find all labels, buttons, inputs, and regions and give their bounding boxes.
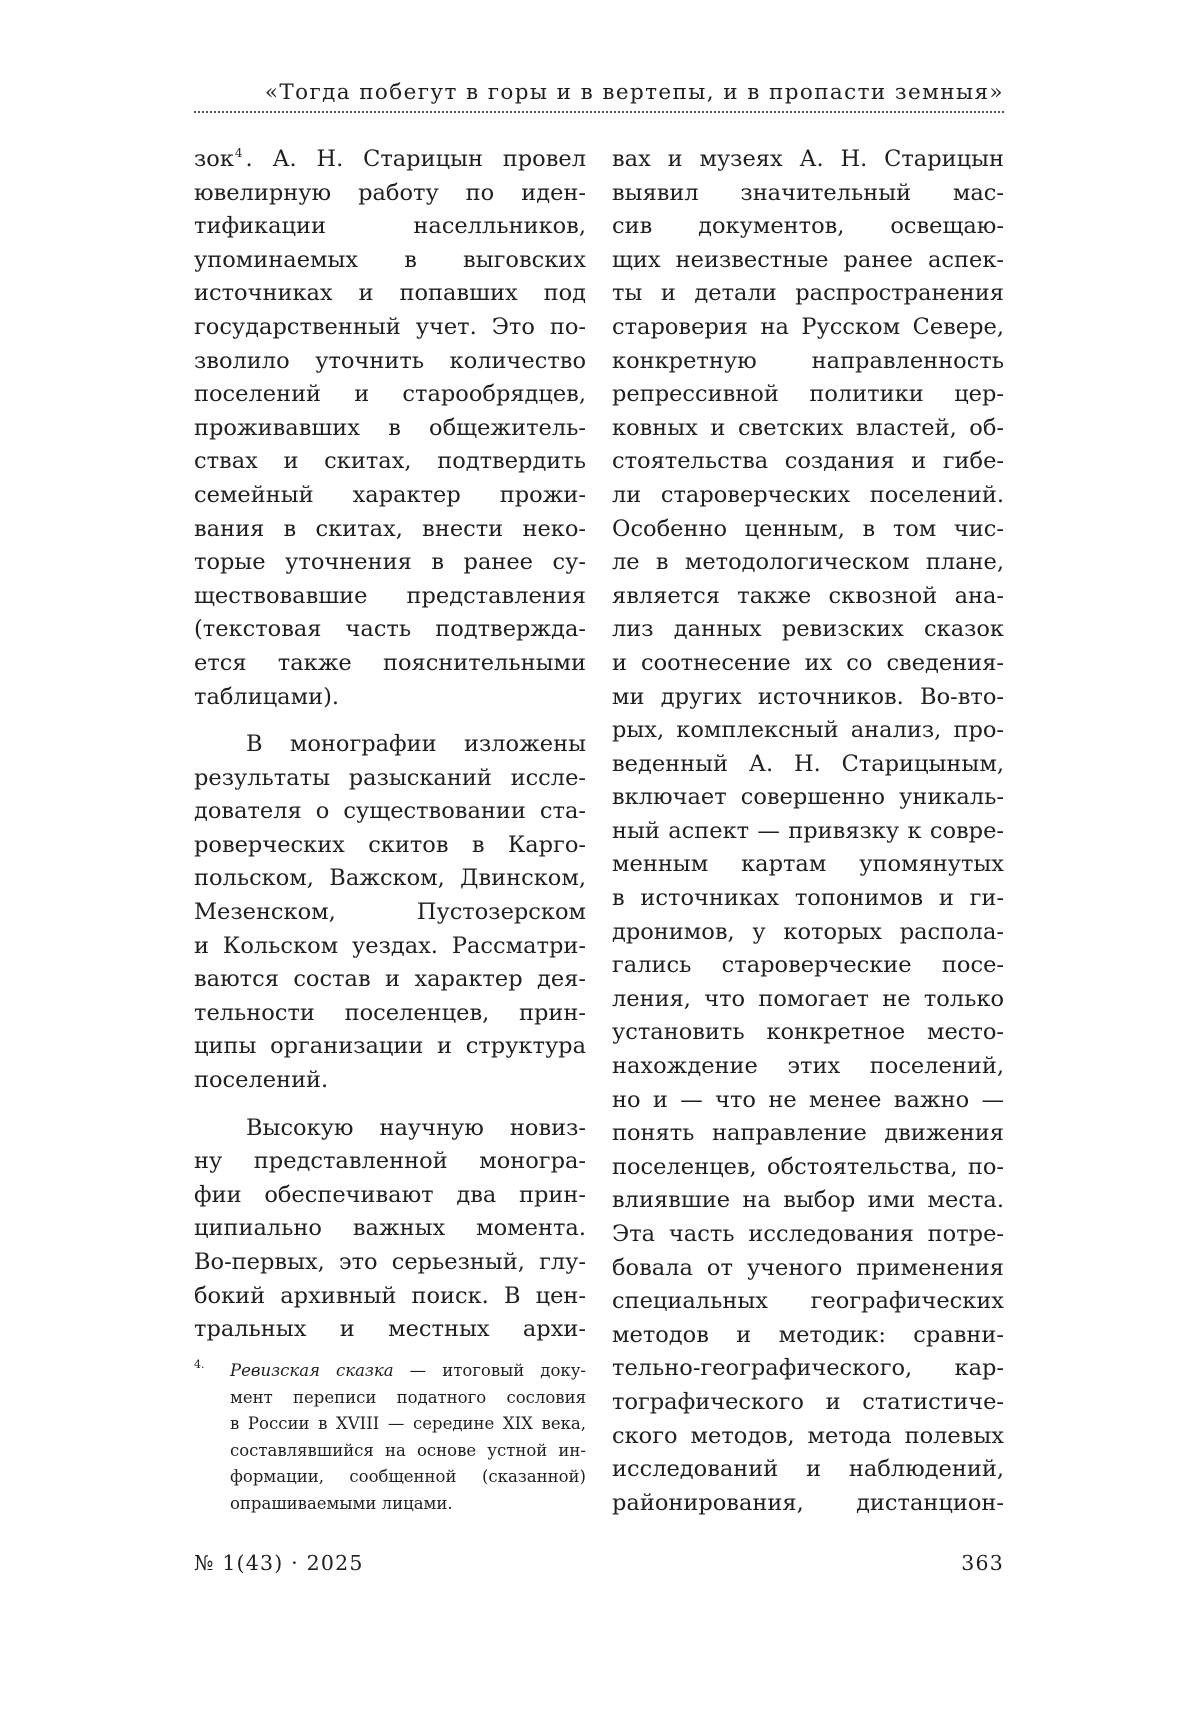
right-line-21: менным картам упомянутых [612,851,1004,878]
right-line-23: дронимов, у которых распола- [612,918,1004,945]
right-line-26: установить конкретное место- [612,1019,1004,1046]
right-line-28: но и — что не менее важно — [612,1086,1004,1113]
left-para2-line-3: роверческих скитов в Карго- [194,831,586,858]
footnote-line-2: в России в XVIII — середине XIX века, [230,1414,586,1433]
right-line-18: веденный А. Н. Старицыным, [612,750,1004,777]
left-para1-line-6: зволило уточнить количество [194,347,586,374]
left-para3-line-6: тральных и местных архи- [194,1316,586,1343]
footnote-reference: 4 [234,146,243,160]
right-line-6: конкретную направленность [612,347,1004,374]
paragraph-gap [194,714,586,728]
right-line-27: нахождение этих поселений, [612,1053,1004,1080]
left-para1-line-13: ществовавшие представления [194,582,586,609]
right-line-8: ковных и светских властей, об- [612,414,1004,441]
left-para1-line-15: ется также пояснительными [194,649,586,676]
paragraph-gap [194,1098,586,1112]
right-line-16: ми других источников. Во-вто- [612,683,1004,710]
left-para2-line-8: тельности поселенцев, прин- [194,999,586,1026]
left-para1-line-12: торые уточнения в ранее су- [194,549,586,576]
left-para1-line-1: ювелирную работу по иден- [194,179,586,206]
left-para2-line-4: польском, Важском, Двинском, [194,865,586,892]
right-line-35: методов и методик: сравни- [612,1321,1004,1348]
left-para1-line-16: таблицами). [194,683,340,710]
footer-issue-number: № 1(43) · 2025 [194,1551,364,1575]
right-line-15: и соотнесение их со сведения- [612,649,1004,676]
right-column [612,143,1004,1520]
left-para1-line-10: семейный характер прожи- [194,481,586,508]
left-para1-first-word: зок [194,146,234,172]
right-line-31: влиявшие на выбор ими места. [612,1187,1004,1214]
left-para1-line-3: упоминаемых в выговских [194,246,586,273]
right-line-4: ты и детали распространения [612,280,1004,307]
right-line-22: в источниках топонимов и ги- [612,885,1004,912]
right-line-11: Особенно ценным, в том чис- [612,515,1004,542]
right-line-40: районирования, дистанцион- [612,1489,1004,1516]
left-para2-line-7: ваются состав и характер дея- [194,966,586,993]
right-line-3: щих неизвестные ранее аспек- [612,246,1004,273]
left-para2-line-10: поселений. [194,1067,329,1094]
right-line-17: рых, комплексный анализ, про- [612,717,1004,744]
right-line-13: является также сквозной ана- [612,582,1004,609]
left-para1-line-8: проживавших в общежитель- [194,414,586,441]
right-line-25: ления, что помогает не только [612,985,1004,1012]
right-line-39: исследований и наблюдений, [612,1456,1004,1483]
footnote-line-3: составлявшийся на основе устной ин- [230,1440,586,1460]
left-para1-line-14: (текстовая часть подтвержда- [194,616,586,643]
footer-page-number: 363 [961,1551,1004,1575]
right-line-10: ли староверческих поселений. [612,481,1004,508]
left-para1-line-11: вания в скитах, внести неко- [194,515,586,542]
right-line-20: ный аспект — привязку к совре- [612,817,1004,844]
left-para1-line-0 [194,143,586,177]
left-para2-line-9: ципы организации и структура [194,1033,586,1060]
left-para1-line-5: государственный учет. Это по- [194,313,586,340]
left-para3-line-5: бокий архивный поиск. В цен- [194,1282,586,1309]
right-line-2: сив документов, освещаю- [612,213,1004,240]
right-line-19: включает совершенно уникаль- [612,784,1004,811]
right-line-36: тельно-географического, кар- [612,1355,1004,1382]
right-line-5: староверия на Русском Севере, [612,313,1004,340]
footnote-first-rest: — итоговый доку- [393,1361,586,1380]
left-para3-line-3: ципиально важных момента. [194,1215,586,1242]
right-line-34: специальных географических [612,1288,1004,1315]
footnote-line-5: опрашиваемыми лицами. [230,1493,453,1513]
right-line-33: бовала от ученого применения [612,1254,1004,1281]
left-para3-line-1: ну представленной моногра- [194,1148,586,1175]
right-line-12: ле в методологическом плане, [612,549,1004,576]
left-column [194,143,586,1347]
footnote-term: Ревизская сказка [230,1361,394,1380]
left-para3-line-4: Во-первых, это серьезный, глу- [194,1249,586,1275]
right-line-37: тографического и статистиче- [612,1388,1004,1415]
right-line-32: Эта часть исследования потре- [612,1221,1004,1247]
left-para2-line-5: Мезенском, Пустозерском [194,899,586,926]
left-para2-line-6: и Кольском уездах. Рассматри- [194,932,586,959]
right-line-29: понять направление движения [612,1120,1004,1147]
footnote-body [230,1358,586,1517]
footnote-line-0 [230,1358,586,1385]
right-line-14: лиз данных ревизских сказок [612,616,1004,643]
left-para2-line-0: В монографии изложены [246,731,586,758]
footnote-line-1: мент переписи податного сословия [230,1387,586,1407]
left-para2-line-1: результаты разысканий иссле- [194,764,586,791]
running-head-dotted-rule [194,111,1004,113]
right-line-30: поселенцев, обстоятельства, по- [612,1153,1004,1180]
left-para1-line-2: тификации населльников, [194,213,586,240]
footnote-line-4: формации, сообщенной (сказанной) [230,1467,586,1486]
right-line-7: репрессивной политики цер- [612,381,1004,408]
footnote-mark: 4. [194,1358,205,1371]
left-para3-line-0: Высокую научную новиз- [246,1114,586,1141]
running-head-title: «Тогда побегут в горы и в вертепы, и в пропасти земныя» [264,80,1004,105]
left-para1-first-rest: . А. Н. Старицын провел [245,146,586,172]
right-line-24: гались староверческие посе- [612,952,1004,979]
left-para1-line-4: источниках и попавших под [194,280,586,307]
right-line-9: стоятельства создания и гибе- [612,448,1004,475]
left-para2-line-2: дователя о существовании ста- [194,798,586,825]
left-para3-line-2: фии обеспечивают два прин- [194,1181,586,1208]
left-para1-line-9: ствах и скитах, подтвердить [194,448,586,475]
right-line-0: вах и музеях А. Н. Старицын [612,146,1004,172]
right-line-1: выявил значительный мас- [612,179,1004,206]
left-para1-line-7: поселений и старообрядцев, [194,381,586,408]
right-line-38: ского методов, метода полевых [612,1422,1004,1449]
